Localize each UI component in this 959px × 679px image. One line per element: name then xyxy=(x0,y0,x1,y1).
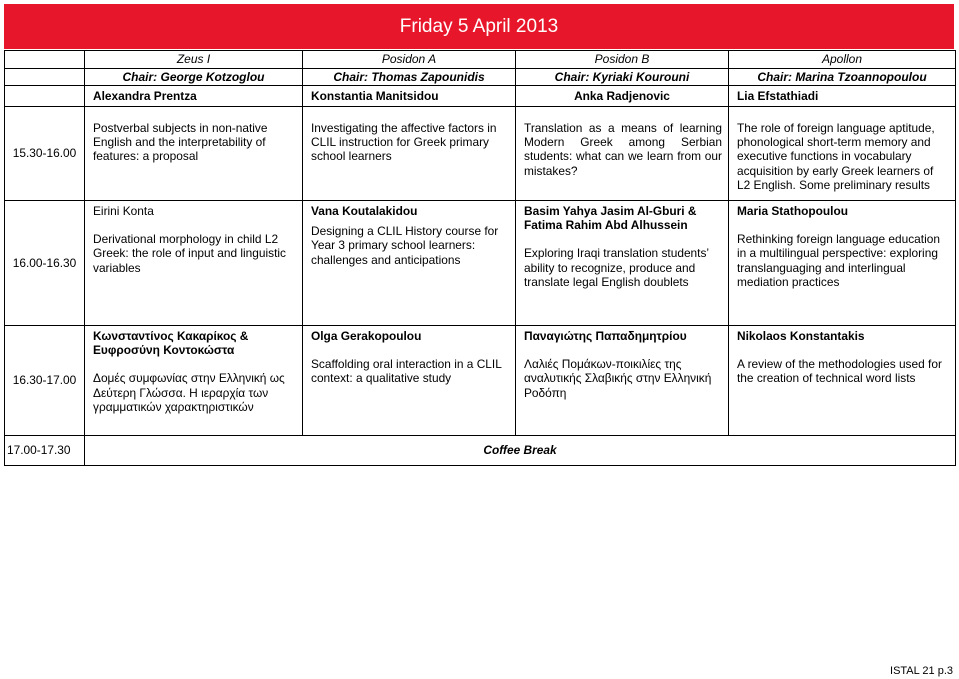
session-row xyxy=(5,326,956,436)
session-row xyxy=(5,107,956,201)
session-row xyxy=(5,201,956,326)
speaker-name: Lia Efstathiadi xyxy=(737,88,819,103)
speaker-name: Alexandra Prentza xyxy=(93,88,197,103)
break-row xyxy=(5,436,956,466)
speaker-name: Παναγιώτης Παπαδημητρίου xyxy=(524,329,687,343)
chairs-row xyxy=(5,69,956,86)
page-footer: ISTAL 21 p.3 xyxy=(890,665,953,677)
speaker-name: Nikolaos Konstantakis xyxy=(737,329,865,343)
room-posidon-a: Posidon A xyxy=(303,51,516,69)
time-header-cell xyxy=(5,51,85,69)
chair-apollon: Chair: Marina Tzoannopoulou xyxy=(729,69,956,86)
time-slot: 16.00-16.30 xyxy=(5,201,85,326)
talk-title: Exploring Iraqi translation students’ ability to recognize, produce and translate legal English doublets xyxy=(524,246,709,289)
talk-title: Rethinking foreign language education in a multilingual perspective: exploring translanguaging and interlingual mediation practices xyxy=(737,232,940,289)
talk-cell xyxy=(516,326,728,400)
talk-title: Designing a CLIL History course for Year 3 primary school learners: challenges and anticipations xyxy=(311,224,499,267)
talk-cell xyxy=(516,201,728,289)
speaker-name: Eirini Konta xyxy=(93,204,154,218)
chair-posidon-b: Chair: Kyriaki Kourouni xyxy=(516,69,729,86)
talk-title: Investigating the affective factors in CLIL instruction for Greek primary school learners xyxy=(311,121,497,164)
talk-cell xyxy=(85,201,302,275)
talk-cell xyxy=(729,326,955,386)
speaker-name: Κωνσταντίνος Κακαρίκος & Ευφροσύνη Κοντοκώστα xyxy=(93,329,249,358)
room-apollon: Apollon xyxy=(729,51,956,69)
speaker-name: Anka Radjenovic xyxy=(574,88,670,103)
coffee-break: Coffee Break xyxy=(85,436,956,466)
rooms-row xyxy=(5,51,956,69)
room-zeus: Zeus I xyxy=(85,51,303,69)
page-title: Friday 5 April 2013 xyxy=(4,4,954,49)
talk-cell xyxy=(729,201,955,289)
talk-title: Λαλιές Πομάκων-ποικιλίες της αναλυτικής Σλαβικής στην Ελληνική Ροδόπη xyxy=(524,357,712,400)
room-posidon-b: Posidon B xyxy=(516,51,729,69)
talk-title: Translation as a means of learning Modern Greek among Serbian students: what can we learn from our mistakes? xyxy=(524,121,722,178)
talk-cell xyxy=(303,201,515,267)
speaker-name: Basim Yahya Jasim Al-Gburi & Fatima Rahim Abd Alhussein xyxy=(524,204,697,233)
talk-title: Derivational morphology in child L2 Greek: the role of input and linguistic variables xyxy=(93,232,287,275)
talk-title: Postverbal subjects in non-native English and the interpretability of features: a proposal xyxy=(93,121,268,164)
talk-cell xyxy=(85,326,302,414)
chair-posidon-a: Chair: Thomas Zapounidis xyxy=(303,69,516,86)
talk-cell xyxy=(303,326,515,386)
time-slot: 15.30-16.00 xyxy=(5,107,85,201)
time-slot: 17.00-17.30 xyxy=(5,436,85,466)
speaker-name: Maria Stathopoulou xyxy=(737,204,848,218)
speaker-name: Vana Koutalakidou xyxy=(311,204,418,218)
talk-title: Δομές συμφωνίας στην Ελληνική ως Δεύτερη Γλώσσα. Η ιεραρχία των γραμματικών χαρακτηριστικών xyxy=(93,371,285,414)
chair-zeus: Chair: George Kotzoglou xyxy=(85,69,303,86)
speaker-name: Olga Gerakopoulou xyxy=(311,329,422,343)
time-slot: 16.30-17.00 xyxy=(5,326,85,436)
talk-title: Scaffolding oral interaction in a CLIL context: a qualitative study xyxy=(311,357,502,386)
speakers-row xyxy=(5,86,956,107)
talk-title: A review of the methodologies used for the creation of technical word lists xyxy=(737,357,942,386)
schedule-table xyxy=(4,50,956,466)
talk-title: The role of foreign language aptitude, phonological short-term memory and executive functions in vocabulary acquisition by early Greek learners of L2 English. Some preliminary results xyxy=(737,121,935,192)
speaker-name: Konstantia Manitsidou xyxy=(311,88,439,103)
